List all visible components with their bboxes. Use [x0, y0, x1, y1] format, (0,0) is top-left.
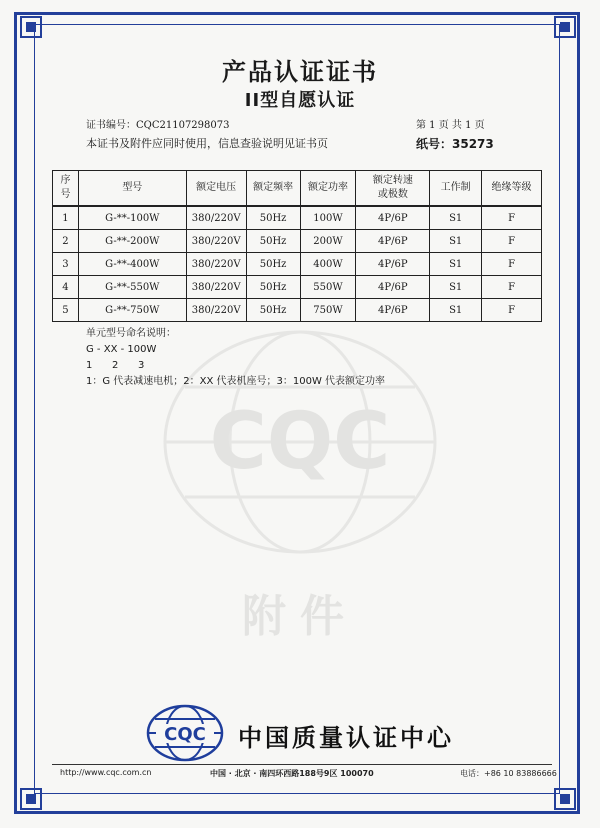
cell-index: 3: [53, 253, 79, 276]
cell-power: 550W: [300, 276, 356, 299]
cell-power: 750W: [300, 299, 356, 322]
col-header-power: 额定功率: [300, 171, 356, 207]
model-table: [52, 170, 542, 322]
cell-model: G-**-750W: [78, 299, 186, 322]
cell-speed-poles: 4P/6P: [356, 253, 430, 276]
cell-speed-poles: 4P/6P: [356, 299, 430, 322]
naming-numbers: [86, 358, 385, 374]
table-row: [53, 276, 542, 299]
page-info: 第 1 页 共 1 页: [416, 120, 485, 131]
cell-duty: S1: [430, 230, 482, 253]
model-naming-explanation: [86, 326, 385, 390]
cell-speed-poles: 4P/6P: [356, 206, 430, 230]
cell-speed-poles: 4P/6P: [356, 276, 430, 299]
cell-insulation: F: [482, 276, 542, 299]
cell-insulation: F: [482, 230, 542, 253]
naming-number: 1: [86, 360, 93, 371]
cell-power: 400W: [300, 253, 356, 276]
cell-frequency: 50Hz: [246, 206, 300, 230]
cell-voltage: 380/220V: [186, 276, 246, 299]
corner-ornament-bottom-right: [554, 788, 576, 810]
cell-index: 4: [53, 276, 79, 299]
table-row: [53, 206, 542, 230]
cqc-logo: [146, 704, 224, 762]
paper-number: 纸号：35273: [416, 137, 494, 151]
naming-number: 2: [112, 360, 119, 371]
cell-model: G-**-200W: [78, 230, 186, 253]
cell-model: G-**-100W: [78, 206, 186, 230]
cell-duty: S1: [430, 253, 482, 276]
col-header-duty: 工作制: [430, 171, 482, 207]
corner-ornament-top-left: [20, 16, 42, 38]
page-title: 产品认证证书: [222, 58, 378, 86]
corner-ornament-top-right: [554, 16, 576, 38]
cell-index: 2: [53, 230, 79, 253]
naming-detail: 1：G 代表减速电机；2：XX 代表机座号；3：100W 代表额定功率: [86, 376, 386, 387]
footer-telephone: 电话：+86 10 83886666: [460, 769, 557, 778]
cell-index: 1: [53, 206, 79, 230]
cell-frequency: 50Hz: [246, 276, 300, 299]
cell-model: G-**-400W: [78, 253, 186, 276]
page-subtitle: II型自愿认证: [244, 90, 356, 111]
footer-address: 中国 · 北京 · 南四环西路188号9区 100070: [210, 769, 374, 778]
table-row: [53, 299, 542, 322]
naming-number: 3: [138, 360, 145, 371]
table-header-row: [53, 171, 542, 207]
col-header-voltage: 额定电压: [186, 171, 246, 207]
naming-pattern: G - XX - 100W: [86, 344, 157, 355]
naming-label: 单元型号命名说明：: [86, 328, 176, 339]
cell-voltage: 380/220V: [186, 230, 246, 253]
certificate-number: 证书编号：CQC21107298073: [86, 120, 230, 131]
cell-model: G-**-550W: [78, 276, 186, 299]
cell-voltage: 380/220V: [186, 253, 246, 276]
col-header-speed-poles: 额定转速 或极数: [356, 171, 430, 207]
cell-insulation: F: [482, 206, 542, 230]
cell-duty: S1: [430, 276, 482, 299]
table-row: [53, 230, 542, 253]
cell-voltage: 380/220V: [186, 299, 246, 322]
cell-frequency: 50Hz: [246, 253, 300, 276]
cell-power: 200W: [300, 230, 356, 253]
table-row: [53, 253, 542, 276]
footer-website: http://www.cqc.com.cn: [60, 768, 152, 777]
cell-insulation: F: [482, 299, 542, 322]
footer-divider: [52, 764, 552, 765]
cqc-logo-text: CQC: [164, 724, 206, 745]
corner-ornament-bottom-left: [20, 788, 42, 810]
cell-speed-poles: 4P/6P: [356, 230, 430, 253]
organization-name: 中国质量认证中心: [238, 724, 454, 752]
col-header-model: 型号: [78, 171, 186, 207]
usage-note: 本证书及附件应同时使用，信息查验说明见证书页: [86, 137, 328, 150]
col-header-insulation: 绝缘等级: [482, 171, 542, 207]
col-header-frequency: 额定频率: [246, 171, 300, 207]
cell-duty: S1: [430, 299, 482, 322]
cell-power: 100W: [300, 206, 356, 230]
col-header-index: 序 号: [53, 171, 79, 207]
cell-duty: S1: [430, 206, 482, 230]
cell-frequency: 50Hz: [246, 230, 300, 253]
watermark-logo-text: CQC: [209, 397, 391, 487]
cell-index: 5: [53, 299, 79, 322]
cell-voltage: 380/220V: [186, 206, 246, 230]
watermark-annex-text: 附件: [242, 591, 358, 642]
cell-insulation: F: [482, 253, 542, 276]
cell-frequency: 50Hz: [246, 299, 300, 322]
